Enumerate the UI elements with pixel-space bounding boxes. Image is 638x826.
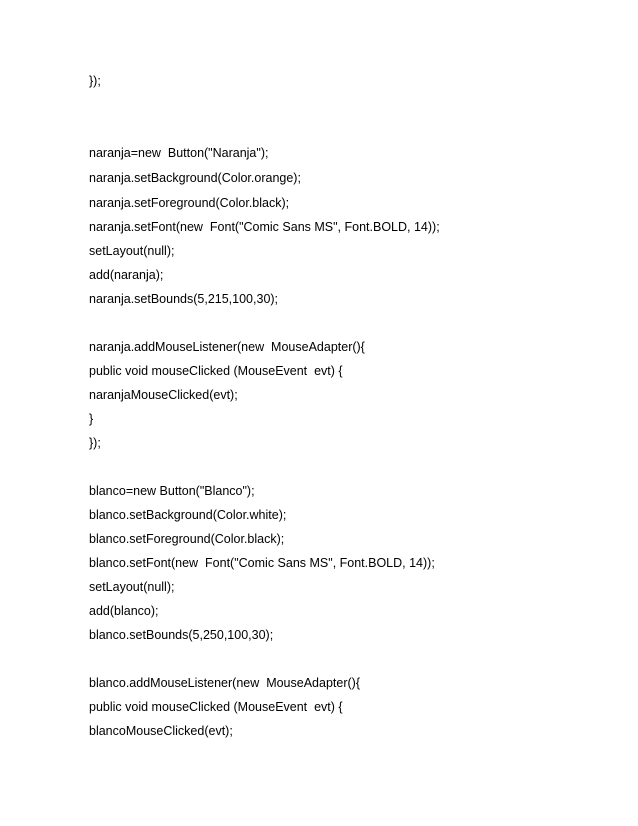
code-line: setLayout(null); bbox=[89, 580, 175, 594]
code-line: add(naranja); bbox=[89, 268, 164, 282]
code-line: naranja.addMouseListener(new MouseAdapter(){ bbox=[89, 340, 365, 354]
code-line: }); bbox=[89, 436, 101, 450]
code-line: naranja=new Button("Naranja"); bbox=[89, 146, 269, 160]
code-line: naranja.setFont(new Font("Comic Sans MS", Font.BOLD, 14)); bbox=[89, 220, 440, 234]
code-line: blanco.setBackground(Color.white); bbox=[89, 508, 287, 522]
code-line: blanco.addMouseListener(new MouseAdapter(){ bbox=[89, 676, 360, 690]
code-line: naranja.setForeground(Color.black); bbox=[89, 196, 290, 210]
code-line: blanco.setForeground(Color.black); bbox=[89, 532, 285, 546]
code-line: } bbox=[89, 412, 94, 426]
code-line: }); bbox=[89, 74, 101, 88]
code-line: blancoMouseClicked(evt); bbox=[89, 724, 233, 738]
code-line: setLayout(null); bbox=[89, 244, 175, 258]
code-line: blanco=new Button("Blanco"); bbox=[89, 484, 255, 498]
code-line: blanco.setFont(new Font("Comic Sans MS", Font.BOLD, 14)); bbox=[89, 556, 435, 570]
code-line: add(blanco); bbox=[89, 604, 159, 618]
code-line: naranja.setBackground(Color.orange); bbox=[89, 171, 301, 185]
code-line: naranja.setBounds(5,215,100,30); bbox=[89, 292, 279, 306]
code-line: public void mouseClicked (MouseEvent evt) { bbox=[89, 364, 343, 378]
code-line: blanco.setBounds(5,250,100,30); bbox=[89, 628, 274, 642]
code-line: naranjaMouseClicked(evt); bbox=[89, 388, 238, 402]
code-line: public void mouseClicked (MouseEvent evt) { bbox=[89, 700, 343, 714]
